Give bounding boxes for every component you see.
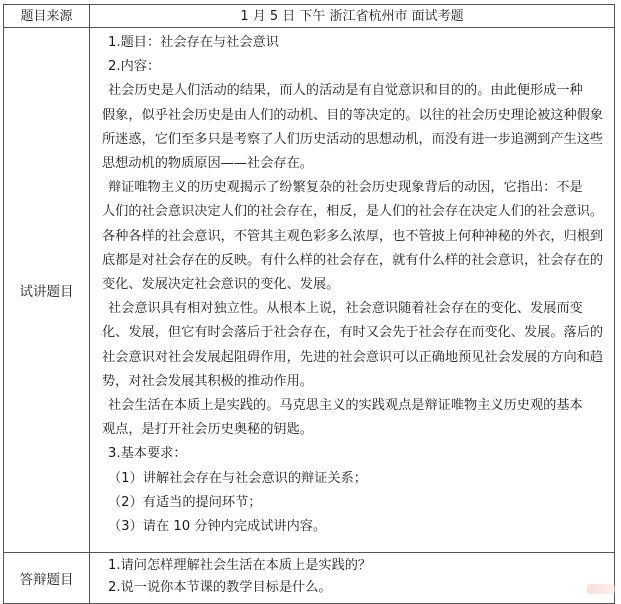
exam-question-table [3,4,615,604]
content-line: 社会生活在本质上是实践的。马克思主义的实践观点是辩证唯物主义历史观的基本 [108,398,583,414]
lecture-row [4,28,615,553]
content-heading: 2.内容： [108,59,161,75]
defense-question: 2.说一说你本节课的教学目标是什么。 [108,580,332,595]
defense-content [90,553,615,604]
defense-row [4,553,615,604]
content-line: 社会历史是人们活动的结果，而人的活动是有自觉意识和目的的。由此便形成一种 [108,83,583,99]
source-value: 1 月 5 日 下午 浙江省杭州市 面试考题 [90,5,615,28]
content-line: 辩证唯物主义的历史观揭示了纷繁复杂的社会历史现象背后的动因，它指出：不是 [108,180,583,196]
content-line: 思想动机的物质原因——社会存在。 [102,156,313,172]
defense-question: 1.请问怎样理解社会生活在本质上是实践的？ [108,558,372,573]
source-label: 题目来源 [4,5,90,28]
watermark-mark [587,584,615,594]
content-line: 人们的社会意识决定人们的社会存在，相反，是人们的社会存在决定人们的社会意识。 [102,204,604,220]
lecture-content [90,28,615,553]
content-line: 社会意识对社会发展起阻碍作用，先进的社会意识可以正确地预见社会发展的方向和趋 [102,349,604,365]
lecture-title: 1.题目：社会存在与社会意识 [108,35,279,50]
content-line: 势，对社会发展其积极的推动作用。 [102,373,313,389]
content-line: 假象，似乎社会历史是由人们的动机、目的等决定的。以往的社会历史理论被这种假象 [102,107,604,123]
content-line: 观点，是打开社会历史奥秘的钥匙。 [102,422,313,438]
lecture-label: 试讲题目 [4,28,90,553]
requirements-heading: 3.基本要求： [108,446,187,462]
content-line: 变化、发展决定社会意识的变化、发展。 [102,277,340,293]
content-line: 化、发展，但它有时会落后于社会存在，有时又会先于社会存在而变化、发展。落后的 [102,325,604,341]
content-line: 社会意识具有相对独立性。从根本上说，社会意识随着社会存在的变化、发展而变 [108,301,583,317]
requirement-item: （2）有适当的提问环节； [108,494,262,510]
requirement-item: （3）请在 10 分钟内完成试讲内容。 [108,519,327,535]
source-row [4,5,615,28]
defense-label: 答辩题目 [4,553,90,604]
content-line: 各种各样的社会意识，不管其主观色彩多么浓厚，也不管披上何种神秘的外衣，归根到 [102,228,604,244]
content-line: 底都是对社会存在的反映。有什么样的社会存在，就有什么样的社会意识，社会存在的 [102,252,604,268]
content-line: 所迷惑，它们至多只是考察了人们历史活动的思想动机，而没有进一步追溯到产生这些 [102,131,604,147]
requirement-item: （1）讲解社会存在与社会意识的辩证关系； [108,470,367,486]
